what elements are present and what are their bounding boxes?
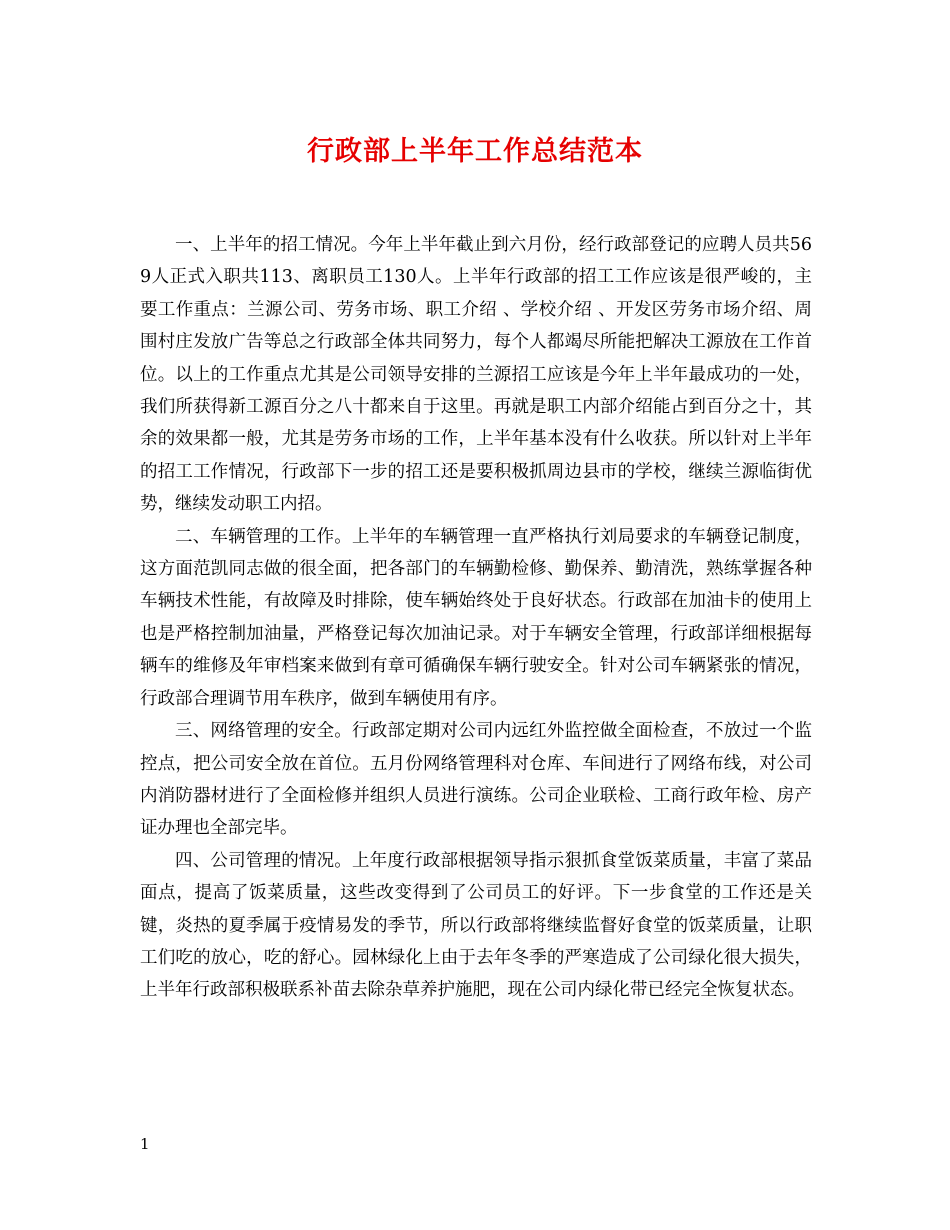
paragraph-recruitment: 一、上半年的招工情况。今年上半年截止到六月份，经行政部登记的应聘人员共569人正式入职共113、离职员工130人。上半年行政部的招工工作应该是很严峻的，主要工作重点：兰源公司、劳务市场、职工介绍 、学校介绍 、开发区劳务市场介绍、周围村庄发放广告等总之行政部全体共同努力，每个人都竭尽所能把解决工源放在工作首位。以上的工作重点尤其是公司领导安排的兰源招工应该是今年上半年最成功的一处，我们所获得新工源百分之八十都来自于这里。再就是职工内部介绍能占到百分之十，其余的效果都一般，尤其是劳务市场的工作，上半年基本没有什么收获。所以针对上半年的招工工作情况，行政部下一步的招工还是要积极抓周边县市的学校，继续兰源临街优势，继续发动职工内招。 — [140, 235, 812, 515]
page-number: 1 — [140, 1135, 150, 1153]
document-title: 行政部上半年工作总结范本 — [307, 136, 643, 167]
document-body — [140, 229, 812, 1007]
paragraph-network-security: 三、网络管理的安全。行政部定期对公司内远红外监控做全面检查，不放过一个监控点，把公司安全放在首位。五月份网络管理科对仓库、车间进行了网络布线，对公司内消防器材进行了全面检修并组织人员进行演练。公司企业联检、工商行政年检、房产证办理也全部完毕。 — [140, 721, 812, 839]
paragraph-vehicle-management: 二、车辆管理的工作。上半年的车辆管理一直严格执行刘局要求的车辆登记制度，这方面范凯同志做的很全面，把各部门的车辆勤检修、勤保养、勤清洗，熟练掌握各种车辆技术性能，有故障及时排除，使车辆始终处于良好状态。行政部在加油卡的使用上也是严格控制加油量，严格登记每次加油记录。对于车辆安全管理，行政部详细根据每辆车的维修及年审档案来做到有章可循确保车辆行驶安全。针对公司车辆紧张的情况，行政部合理调节用车秩序，做到车辆使用有序。 — [140, 526, 812, 709]
paragraph-company-management: 四、公司管理的情况。上年度行政部根据领导指示狠抓食堂饭菜质量，丰富了菜品面点，提高了饭菜质量，这些改变得到了公司员工的好评。下一步食堂的工作还是关键，炎热的夏季属于疫情易发的季节，所以行政部将继续监督好食堂的饭菜质量，让职工们吃的放心，吃的舒心。园林绿化上由于去年冬季的严寒造成了公司绿化很大损失，上半年行政部积极联系补苗去除杂草养护施肥，现在公司内绿化带已经完全恢复状态。 — [140, 850, 812, 1001]
